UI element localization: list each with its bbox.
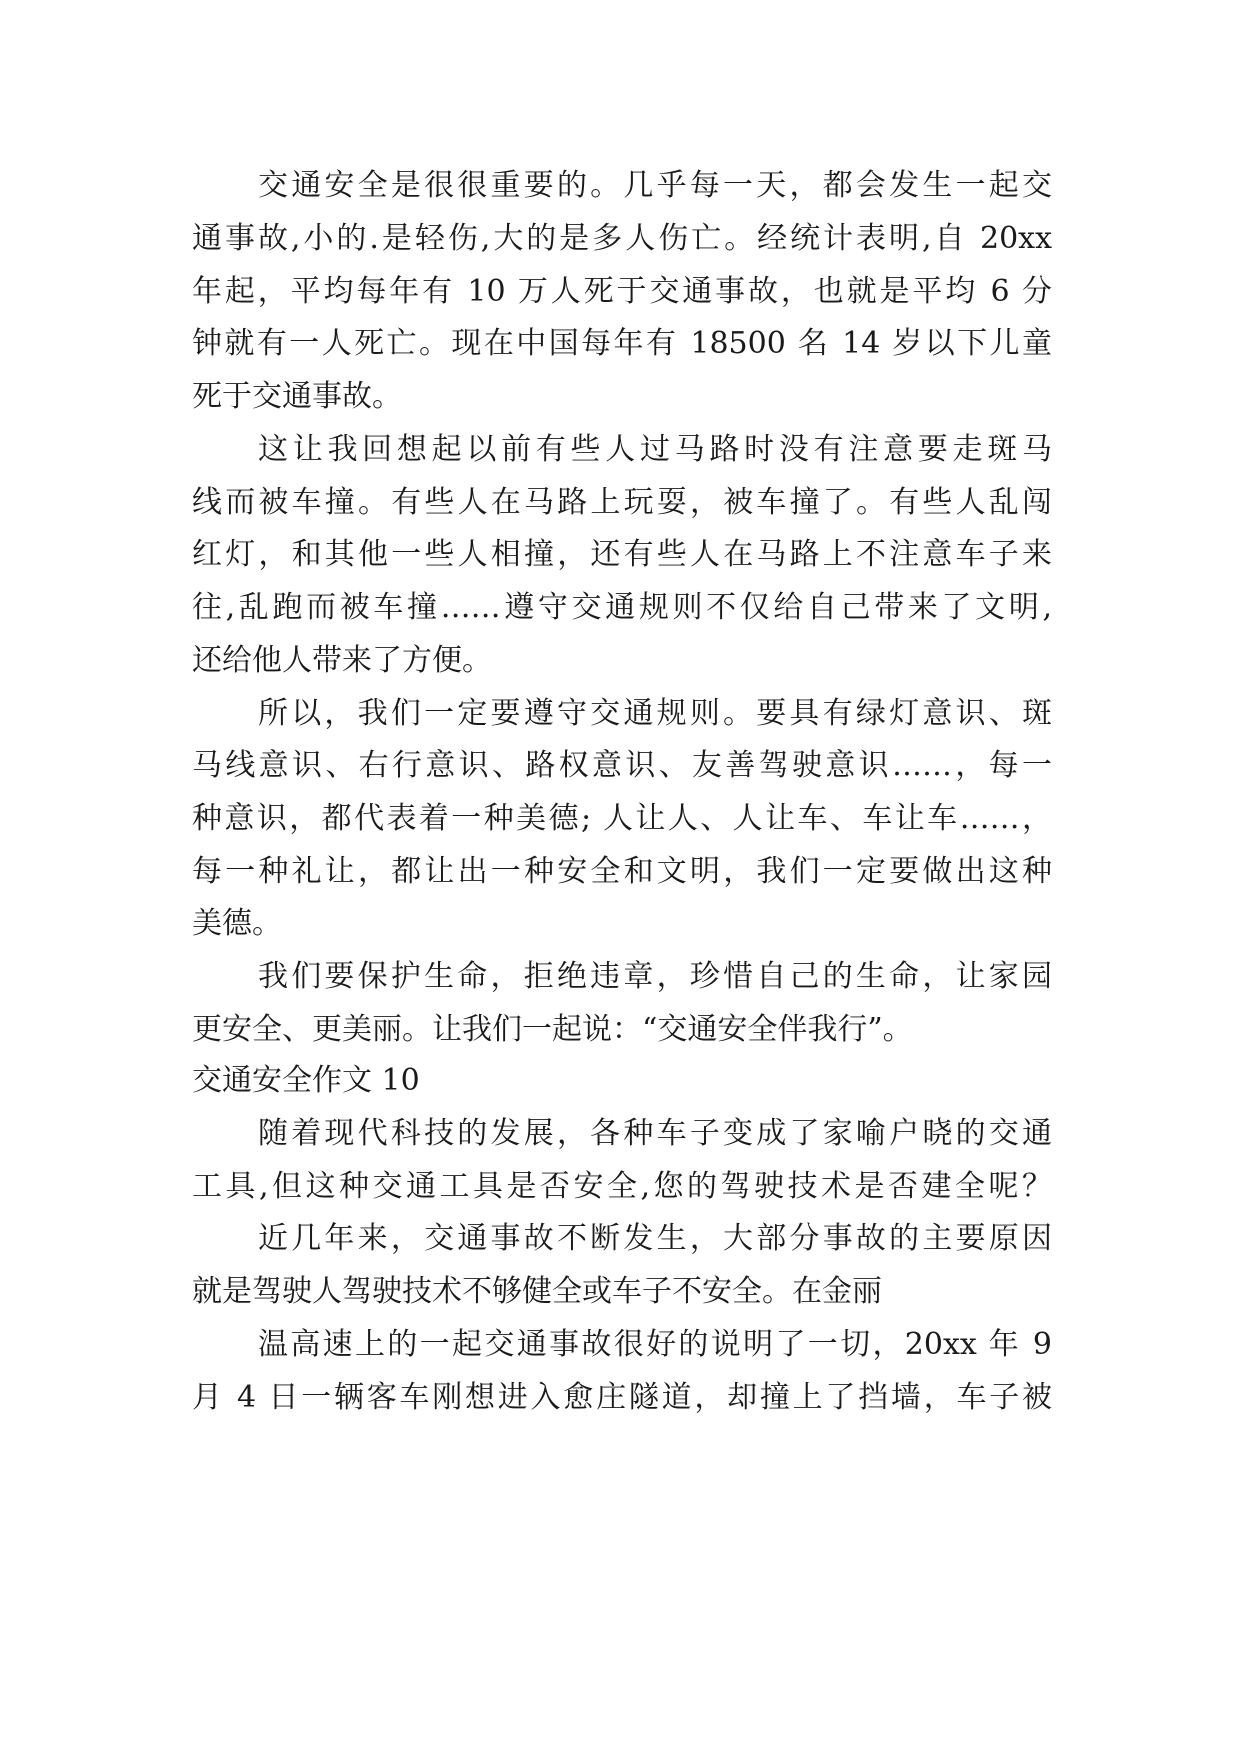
text-line: 工具,但这种交通工具是否安全,您的驾驶技术是否建全呢？ bbox=[192, 1169, 1052, 1204]
text-line: 马线意识、右行意识、路权意识、友善驾驶意识……，每一 bbox=[192, 748, 1052, 783]
text-line: 通事故,小的.是轻伤,大的是多人伤亡。经统计表明,自 20xx bbox=[192, 221, 1052, 256]
text-line: 这让我回想起以前有些人过马路时没有注意要走斑马 bbox=[258, 432, 1052, 467]
text-line: 往,乱跑而被车撞……遵守交通规则不仅给自己带来了文明, bbox=[192, 590, 1052, 625]
text-line: 红灯，和其他一些人相撞，还有些人在马路上不注意车子来 bbox=[192, 537, 1052, 572]
text-line: 随着现代科技的发展，各种车子变成了家喻户晓的交通 bbox=[258, 1116, 1052, 1151]
text-line: 温高速上的一起交通事故很好的说明了一切，20xx 年 9 bbox=[258, 1327, 1052, 1362]
text-line: 更安全、更美丽。让我们一起说：“交通安全伴我行”。 bbox=[192, 1012, 913, 1047]
text-line: 线而被车撞。有些人在马路上玩耍，被车撞了。有些人乱闯 bbox=[192, 485, 1052, 520]
text-line: 美德。 bbox=[192, 906, 282, 941]
text-line: 钟就有一人死亡。现在中国每年有 18500 名 14 岁以下儿童 bbox=[192, 326, 1052, 361]
text-line: 种意识，都代表着一种美德; 人让人、人让车、车让车……， bbox=[192, 801, 1052, 836]
text-line: 年起，平均每年有 10 万人死于交通事故，也就是平均 6 分 bbox=[192, 274, 1052, 309]
text-line: 就是驾驶人驾驶技术不够健全或车子不安全。在金丽 bbox=[192, 1274, 882, 1309]
text-line: 我们要保护生命，拒绝违章，珍惜自己的生命，让家园 bbox=[258, 959, 1052, 994]
text-line: 所以，我们一定要遵守交通规则。要具有绿灯意识、斑 bbox=[258, 696, 1052, 731]
text-line: 交通安全是很很重要的。几乎每一天，都会发生一起交 bbox=[258, 168, 1052, 203]
text-line: 近几年来，交通事故不断发生，大部分事故的主要原因 bbox=[258, 1221, 1052, 1256]
text-line: 每一种礼让，都让出一种安全和文明，我们一定要做出这种 bbox=[192, 854, 1052, 889]
text-line: 还给他人带来了方便。 bbox=[192, 643, 492, 678]
text-line: 月 4 日一辆客车刚想进入愈庄隧道，却撞上了挡墙，车子被 bbox=[192, 1380, 1052, 1415]
text-line: 死于交通事故。 bbox=[192, 379, 402, 414]
section-heading: 交通安全作文 10 bbox=[192, 1063, 420, 1098]
